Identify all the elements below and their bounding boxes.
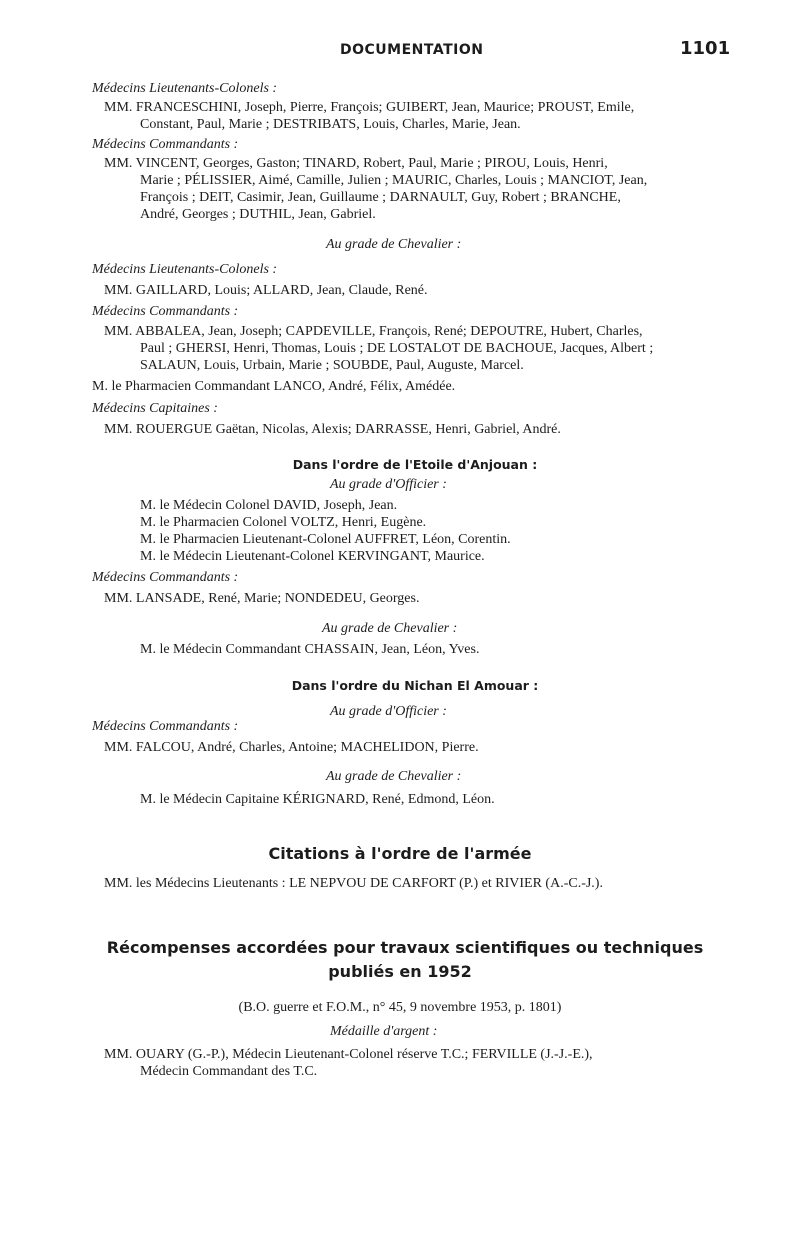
entry-line: M. le Pharmacien Colonel VOLTZ, Henri, Eugène. <box>140 515 427 530</box>
entry-line: MM. ABBALEA, Jean, Joseph; CAPDEVILLE, François, René; DEPOUTRE, Hubert, Charles, <box>104 324 643 339</box>
category-heading: Médecins Lieutenants-Colonels : <box>92 81 278 96</box>
grade-heading: Au grade d'Officier : <box>330 704 447 719</box>
entry-line: MM. ROUERGUE Gaëtan, Nicolas, Alexis; DARRASSE, Henri, Gabriel, André. <box>104 422 561 437</box>
entry-line: M. le Médecin Capitaine KÉRIGNARD, René, Edmond, Léon. <box>140 792 495 807</box>
entry-line: André, Georges ; DUTHIL, Jean, Gabriel. <box>140 207 376 222</box>
entry-line: MM. LANSADE, René, Marie; NONDEDEU, Georges. <box>104 591 420 606</box>
entry-line: Marie ; PÉLISSIER, Aimé, Camille, Julien ; MAURIC, Charles, Louis ; MANCIOT, Jean, <box>140 173 648 188</box>
entry-line: Paul ; GHERSI, Henri, Thomas, Louis ; DE LOSTALOT DE BACHOUE, Jacques, Albert ; <box>140 341 654 356</box>
category-heading: Médecins Commandants : <box>92 719 239 734</box>
entry-line: MM. OUARY (G.-P.), Médecin Lieutenant-Colonel réserve T.C.; FERVILLE (J.-J.-E.), <box>104 1047 593 1062</box>
entry-line: M. le Médecin Lieutenant-Colonel KERVINGANT, Maurice. <box>140 549 485 564</box>
grade-heading: Au grade de Chevalier : <box>326 769 462 784</box>
entry-line: M. le Médecin Commandant CHASSAIN, Jean, Léon, Yves. <box>140 642 480 657</box>
section-title: Récompenses accordées pour travaux scientifiques ou techniques <box>106 938 704 957</box>
entry-line: M. le Pharmacien Commandant LANCO, André, Félix, Amédée. <box>92 379 456 394</box>
entry-line: MM. FRANCESCHINI, Joseph, Pierre, François; GUIBERT, Jean, Maurice; PROUST, Emile, <box>104 100 635 115</box>
category-heading: Médecins Commandants : <box>92 570 239 585</box>
category-heading: Médecins Capitaines : <box>92 401 218 416</box>
category-heading: Médecins Commandants : <box>92 137 239 152</box>
running-header: DOCUMENTATION <box>340 42 484 58</box>
section-title: Dans l'ordre de l'Etoile d'Anjouan : <box>292 457 538 472</box>
category-heading: Médecins Commandants : <box>92 304 239 319</box>
grade-heading: Au grade d'Officier : <box>330 477 447 492</box>
entry-line: SALAUN, Louis, Urbain, Marie ; SOUBDE, Paul, Auguste, Marcel. <box>140 358 524 373</box>
section-title: Dans l'ordre du Nichan El Amouar : <box>291 678 539 693</box>
entry-line: MM. GAILLARD, Louis; ALLARD, Jean, Claude, René. <box>104 283 428 298</box>
entry-line: Constant, Paul, Marie ; DESTRIBATS, Louis, Charles, Marie, Jean. <box>140 117 521 132</box>
entry-line: MM. FALCOU, André, Charles, Antoine; MACHELIDON, Pierre. <box>104 740 479 755</box>
entry-line: M. le Médecin Colonel DAVID, Joseph, Jean. <box>140 498 398 513</box>
section-title: Citations à l'ordre de l'armée <box>268 844 532 863</box>
entry-line: M. le Pharmacien Lieutenant-Colonel AUFFRET, Léon, Corentin. <box>140 532 511 547</box>
entry-line: Médecin Commandant des T.C. <box>140 1064 318 1079</box>
grade-heading: Au grade de Chevalier : <box>322 621 458 636</box>
category-heading: Médecins Lieutenants-Colonels : <box>92 262 278 277</box>
section-title: publiés en 1952 <box>328 962 472 981</box>
entry-line: MM. VINCENT, Georges, Gaston; TINARD, Robert, Paul, Marie ; PIROU, Louis, Henri, <box>104 156 608 171</box>
grade-heading: Au grade de Chevalier : <box>326 237 462 252</box>
page-number: 1101 <box>680 38 731 59</box>
grade-heading: Médaille d'argent : <box>330 1024 438 1039</box>
reference-line: (B.O. guerre et F.O.M., n° 45, 9 novembre 1953, p. 1801) <box>238 1000 562 1015</box>
entry-line: François ; DEIT, Casimir, Jean, Guillaume ; DARNAULT, Guy, Robert ; BRANCHE, <box>140 190 621 205</box>
entry-line: MM. les Médecins Lieutenants : LE NEPVOU DE CARFORT (P.) et RIVIER (A.-C.-J.). <box>104 876 603 891</box>
